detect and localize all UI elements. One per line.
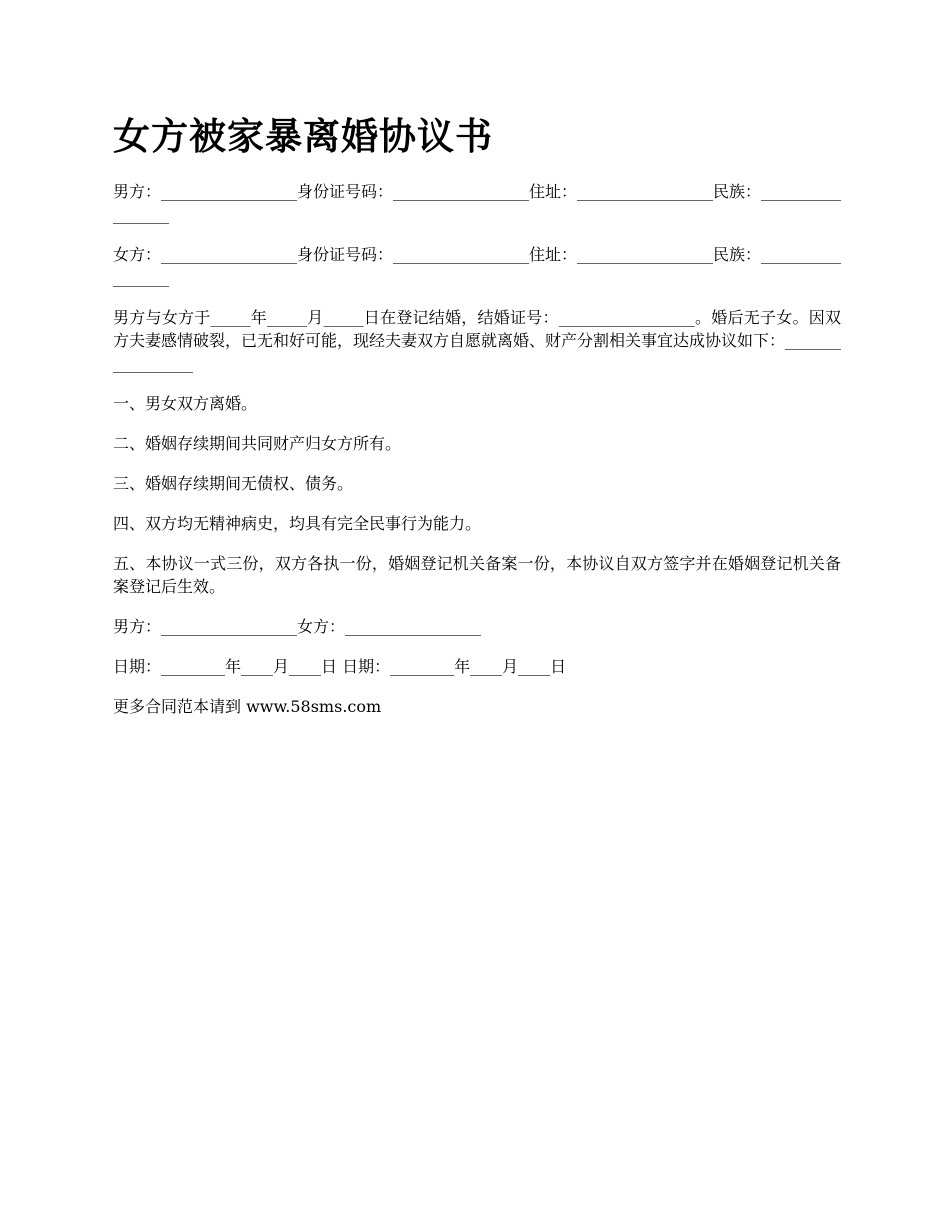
clause-3: 三、婚姻存续期间无债权、债务。 [113,474,354,493]
female-party-info: 女方：_________________身份证号码：_________________住址：_________________民族：_________________ [113,245,842,287]
clause-2: 二、婚姻存续期间共同财产归女方所有。 [113,434,402,453]
clause-1: 一、男女双方离婚。 [113,394,258,413]
clause-5: 五、本协议一式三份，双方各执一份，婚姻登记机关备案一份，本协议自双方签字并在婚姻登记机关备案登记后生效。 [113,554,841,596]
footer-note: 更多合同范本请到 www.58sms.com [113,697,382,716]
marriage-statement: 男方与女方于_____年_____月_____日在登记结婚，结婚证号：_________________。婚后无子女。因双方夫妻感情破裂，已无和好可能，现经夫妻双方自愿就离婚、财产分割相关事宜达成协议如下：_________________ [113,308,842,373]
male-party-info: 男方：_________________身份证号码：_________________住址：_________________民族：_________________ [113,182,842,224]
signature-line: 男方：_________________女方：_________________ [113,617,482,636]
document-page [113,112,841,735]
document-title: 女方被家暴离婚协议书 [113,114,493,158]
clause-4: 四、双方均无精神病史，均具有完全民事行为能力。 [113,514,482,533]
date-line: 日期：________年____月____日 日期：________年____月____日 [113,657,567,676]
